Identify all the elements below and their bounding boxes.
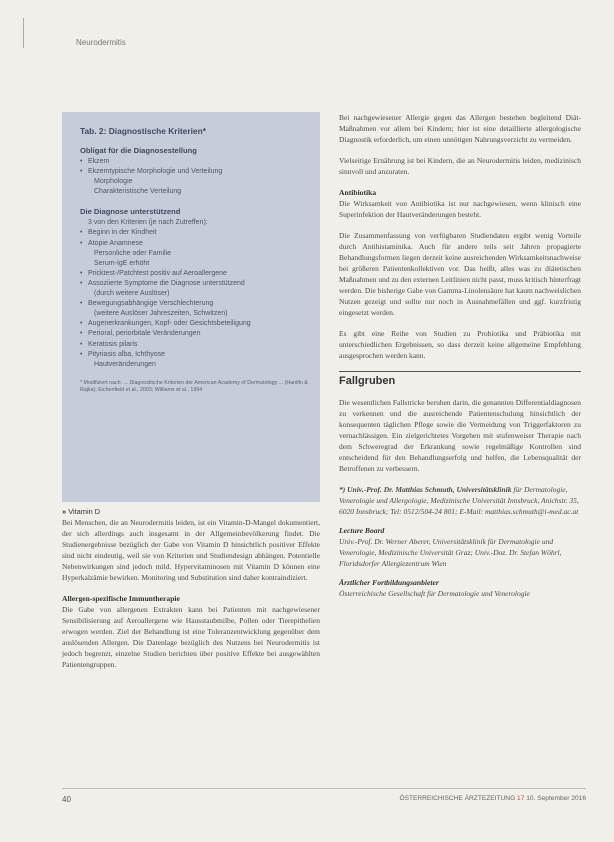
fallgruben-heading: Fallgruben xyxy=(339,371,581,387)
diet-paragraph: Bei nachgewiesener Allergie gegen das Allergen bestehen begleitend Diät-Maßnahmen vor allem bei Kindern; hier ist eine detaillierte allergologische Diagnostik erforderlich, um einen unnötigen Nahrungsverzicht zu vermeiden. xyxy=(339,113,581,144)
mandatory-heading: Obligat für die Diagnosestellung xyxy=(80,146,197,155)
criteria-item: Serum-IgE erhöht xyxy=(94,259,150,267)
criteria-item: • Ekzemtypische Morphologie und Verteilung xyxy=(80,167,310,177)
author-credit xyxy=(339,484,581,517)
criteria-item: (weitere Auslöser Jahreszeiten, Schwitzen) xyxy=(94,310,228,318)
lecture-board-heading: Lecture Board xyxy=(339,526,385,535)
issue-number: 17 xyxy=(517,795,525,802)
vitamin-d-title: Vitamin D xyxy=(68,507,101,516)
criteria-item: • Bewegungsabhängige Verschlechterung xyxy=(80,299,310,309)
criteria-item: • Assoziierte Symptome die Diagnose unterstützend xyxy=(80,279,310,289)
criteria-item: • Ekzem xyxy=(80,157,310,167)
probiotics-paragraph: Es gibt eine Reihe von Studien zu Probiotika und Präbiotika mit unterschiedlichen Ergebnissen, so dass derzeit keine allgemeine Empfehlung ausgesprochen werden kann. xyxy=(339,329,581,360)
left-text-column xyxy=(62,506,320,680)
table-title: Tab. 2: Diagnostische Kriterien* xyxy=(80,126,206,136)
right-text-column xyxy=(339,112,581,607)
supporting-criteria-list xyxy=(80,218,310,369)
vitamin-d-paragraph: Bei Menschen, die an Neurodermitis leiden, ist ein Vitamin-D-Mangel dokumentiert, der sich allerdings auch insgesamt in der Allgemeinbevölkerung findet. Die Studienergebnisse bezüglich der Gabe von Vitamin D hinsichtlich positiver Effekte sind nicht eindeutig, weil sie von Kriterien und Studiendesign abhängen. Potentielle Nebenwirkungen sind jedoch mild. Hypervitaminosen mit Vitamin D können eine Hyperkalzämie bewirken. Monitoring und Substitution sind daher kontraindiziert. xyxy=(62,518,320,582)
cme-provider-name: Österreichische Gesellschaft für Dermatologie und Venerologie xyxy=(339,589,530,598)
table-footnote: * Modifiziert nach: ... Diagnostische Kriterien der American Academy of Dermatology ... (Hanifin & Rajka); Eichenfield et al., 2003; Williams et al., 1994 xyxy=(80,379,308,393)
criteria-item: • Pricktest-/Patchtest positiv auf Aeroallergene xyxy=(80,269,310,279)
continuation-marker: » xyxy=(62,507,67,516)
author-affiliation: für Dermatologie, Venerologie und Allergologie, Medizinische Universität Innsbruck, Anichstr. 35, 6020 Innsbruck; Tel: 0512/504-24 801; E-Mail: matthias.schmuth@i-med.ac.at xyxy=(339,485,579,516)
author-name: *) Univ.-Prof. Dr. Matthias Schmuth, Universitätsklinik xyxy=(339,485,512,494)
page-number: 40 xyxy=(62,795,71,804)
cme-provider-heading: Ärztlicher Fortbildungsanbieter xyxy=(339,578,439,587)
criteria-item: Personliche oder Familie xyxy=(94,249,172,257)
issue-date: 10. September 2016 xyxy=(526,795,586,802)
allergen-immunotherapy-heading: Allergen-spezifische Immuntherapie xyxy=(62,594,180,603)
journal-name: ÖSTERREICHISCHE ÄRZTEZEITUNG xyxy=(399,795,516,802)
criteria-item: Hautveränderungen xyxy=(94,360,156,368)
footer-divider xyxy=(62,788,586,789)
criteria-item: (durch weitere Auslöser) xyxy=(94,290,170,298)
nutrition-paragraph: Vielseitige Ernährung ist bei Kindern, die an Neurodermitis leiden, medizinisch sinnvoll und anzuraten. xyxy=(339,156,581,176)
allergen-immunotherapy-paragraph: Die Gabe von allergenen Extrakten kann bei Patienten mit nachgewiesener Sensibilisierung auf Aeroallergene wie Hausstaubmilbe, Pollen oder Tierepithelien erwogen werden. Ziel der Behandlung ist eine Toleranzentwicklung gegenüber dem auslösenden Allergen. Die Datenlage bezüglich des Nutzens bei Neurodermitis ist jedoch begrenzt, einzelne Studien berichten über positive Effekte bei ausgewählten Patientengruppen. xyxy=(62,605,320,669)
antibiotika-paragraph: Die Wirksamkeit von Antibiotika ist nur nachgewiesen, wenn klinisch eine Superinfektion der Hautveränderungen besteht. xyxy=(339,199,581,219)
supporting-heading: Die Diagnose unterstützend xyxy=(80,207,181,217)
fallgruben-paragraph: Die wesentlichen Fallstricke beruhen darin, die genannten Differentialdiagnosen zu verkennen und die ausreichende Patientenschulung hinsichtlich der konsequenten täglichen Pflege sowie die Vermeidung von Triggerfaktoren zu vernachlässigen. Ein zielgerichtetes Vorgehen mit stufenweiser Therapie nach dem Schweregrad der Erkrankung sowie regelmäßige Kontrollen sind entscheidend für den Behandlungserfolg und helfen, die Lebensqualität der Betroffenen zu verbessern. xyxy=(339,398,581,473)
diagnostic-criteria-table xyxy=(62,112,320,502)
journal-footer xyxy=(399,795,586,802)
mandatory-criteria-list xyxy=(80,157,310,197)
complementary-therapy-paragraph: Die Zusammenfassung von verfügbaren Studiendaten ergibt wenig Vorteile durch Antihistaminika. Auch für andere teils seit Jahren propagierte Behandlungsformen liegen derzeit keine ausreichenden Wirksamkeitsnachweise bei größeren Patientenkollektiven vor. Das heißt, alles was zu diätetischen Maßnahmen und zu den externen Leitlinien nicht passt, muss kritisch hinterfragt werden. Die bisherige Gabe von Gamma-Linolensäure hat kaum nachweislichen Nutzen gezeigt und sollte nur noch in Ausnahmefällen und ggf. kurzfristig eingesetzt werden. xyxy=(339,231,581,317)
criteria-item: Charakteristische Verteilung xyxy=(94,188,182,196)
antibiotika-heading: Antibiotika xyxy=(339,188,377,197)
criteria-item: • Perioral, periorbitale Veränderungen xyxy=(80,329,310,339)
section-header: Neurodermitis xyxy=(76,38,126,47)
vitamin-d-heading xyxy=(62,506,320,517)
criteria-item: • Beginn in der Kindheit xyxy=(80,228,310,238)
criteria-item: Morphologie xyxy=(94,178,133,186)
criteria-item: • Pityriasis alba, Ichthyose xyxy=(80,350,310,360)
criteria-item: • Keratosis pilaris xyxy=(80,340,310,350)
lecture-board-members: Univ.-Prof. Dr. Werner Aberer, Universitätsklinik für Dermatologie und Venerologie, Medizinische Universität Graz; Univ.-Doz. Dr. Stefan Wöhrl, Floridsdorfer Allergiezentrum Wien xyxy=(339,537,562,568)
criteria-item: 3 von den Kriterien (je nach Zutreffen): xyxy=(88,219,208,227)
criteria-item: • Augenerkrankungen, Kopf- oder Gesichtsbeteiligung xyxy=(80,319,310,329)
criteria-item: • Atopie Anamnese xyxy=(80,239,310,249)
margin-rule xyxy=(23,18,24,48)
